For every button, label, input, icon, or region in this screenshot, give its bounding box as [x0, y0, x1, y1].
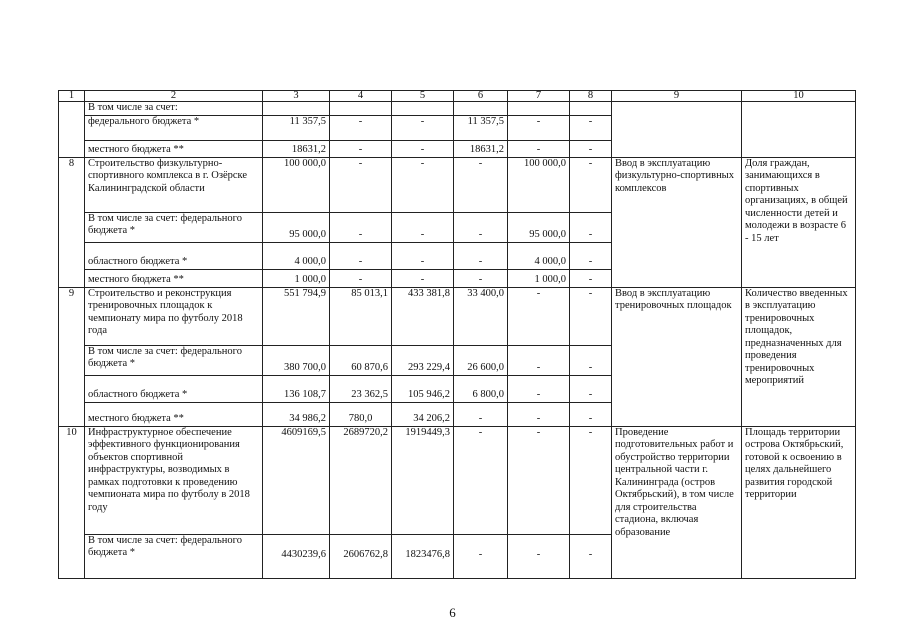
- value-cell: -: [454, 157, 508, 212]
- value-cell: -: [392, 212, 454, 242]
- value-cell: -: [570, 287, 612, 345]
- row-number: 8: [59, 157, 85, 287]
- value-cell: -: [330, 212, 392, 242]
- result-cell: Проведение подготовительных работ и обустройство территории центральной части г. Калининграда (остров Октябрьский), в том числе для строительства стадиона, включая образование: [612, 426, 742, 578]
- value-cell: -: [392, 140, 454, 157]
- row-description: местного бюджета **: [85, 140, 263, 157]
- value-cell: 433 381,8: [392, 287, 454, 345]
- header-cell: 6: [454, 91, 508, 102]
- row-number: 9: [59, 287, 85, 426]
- value-cell: 6 800,0: [454, 375, 508, 402]
- value-cell: 34 206,2: [392, 402, 454, 426]
- value-cell: -: [508, 140, 570, 157]
- value-cell: -: [508, 287, 570, 345]
- value-cell: 33 400,0: [454, 287, 508, 345]
- row-description: В том числе за счет: федерального бюджета *: [85, 212, 263, 242]
- page-number: 6: [449, 605, 456, 620]
- value-cell: 23 362,5: [330, 375, 392, 402]
- value-cell: -: [454, 212, 508, 242]
- value-cell: -: [570, 157, 612, 212]
- value-cell: -: [570, 402, 612, 426]
- value-cell: 380 700,0: [263, 345, 330, 375]
- value-cell: 1823476,8: [392, 534, 454, 578]
- value-cell: -: [508, 426, 570, 534]
- indicator-cell: [742, 102, 856, 158]
- value-cell: 4 000,0: [508, 242, 570, 269]
- row-description: В том числе за счет:: [85, 102, 263, 116]
- indicator-cell: Площадь территории острова Октябрьский, готовой к освоению в целях дальнейшего развития городской территории: [742, 426, 856, 578]
- header-cell: 10: [742, 91, 856, 102]
- header-cell: 5: [392, 91, 454, 102]
- value-cell: -: [392, 269, 454, 287]
- value-cell: 1 000,0: [263, 269, 330, 287]
- value-cell: -: [392, 115, 454, 140]
- value-cell: -: [570, 212, 612, 242]
- value-cell: 780,0: [330, 402, 392, 426]
- value-cell: 551 794,9: [263, 287, 330, 345]
- row-description: В том числе за счет: федерального бюджета *: [85, 534, 263, 578]
- value-cell: -: [570, 140, 612, 157]
- value-cell: 11 357,5: [263, 115, 330, 140]
- value-cell: -: [454, 534, 508, 578]
- value-cell: 2606762,8: [330, 534, 392, 578]
- row-description: Строительство физкультурно-спортивного комплекса в г. Озёрске Калининградской области: [85, 157, 263, 212]
- header-cell: 8: [570, 91, 612, 102]
- value-cell: -: [570, 534, 612, 578]
- value-cell: -: [454, 426, 508, 534]
- row-description: В том числе за счет: федерального бюджета *: [85, 345, 263, 375]
- value-cell: 34 986,2: [263, 402, 330, 426]
- header-cell: 3: [263, 91, 330, 102]
- header-cell: 2: [85, 91, 263, 102]
- result-cell: [612, 102, 742, 158]
- value-cell: -: [570, 242, 612, 269]
- value-cell: -: [508, 402, 570, 426]
- value-cell: 105 946,2: [392, 375, 454, 402]
- value-cell: 4430239,6: [263, 534, 330, 578]
- value-cell: 18631,2: [454, 140, 508, 157]
- budget-table: [58, 90, 856, 579]
- value-cell: 293 229,4: [392, 345, 454, 375]
- value-cell: 100 000,0: [508, 157, 570, 212]
- value-cell: -: [508, 534, 570, 578]
- result-cell: Ввод в эксплуатацию тренировочных площадок: [612, 287, 742, 426]
- row-number: [59, 102, 85, 158]
- row-description: областного бюджета *: [85, 242, 263, 269]
- value-cell: -: [330, 157, 392, 212]
- value-cell: -: [570, 269, 612, 287]
- value-cell: -: [330, 140, 392, 157]
- value-cell: 136 108,7: [263, 375, 330, 402]
- row-description: областного бюджета *: [85, 375, 263, 402]
- value-cell: -: [330, 115, 392, 140]
- value-cell: 100 000,0: [263, 157, 330, 212]
- value-cell: -: [392, 157, 454, 212]
- value-cell: 11 357,5: [454, 115, 508, 140]
- value-cell: 2689720,2: [330, 426, 392, 534]
- value-cell: -: [508, 345, 570, 375]
- header-cell: 1: [59, 91, 85, 102]
- value-cell: 18631,2: [263, 140, 330, 157]
- header-cell: 7: [508, 91, 570, 102]
- table-row: [59, 157, 856, 212]
- value-cell: -: [508, 375, 570, 402]
- value-cell: -: [570, 375, 612, 402]
- value-cell: 60 870,6: [330, 345, 392, 375]
- row-number: 10: [59, 426, 85, 578]
- indicator-cell: Доля граждан, занимающихся в спортивных организациях, в общей численности детей и молодежи в возрасте 6 - 15 лет: [742, 157, 856, 287]
- header-cell: 4: [330, 91, 392, 102]
- table-row: [59, 426, 856, 534]
- table-row: [59, 287, 856, 345]
- value-cell: -: [570, 115, 612, 140]
- value-cell: 95 000,0: [508, 212, 570, 242]
- value-cell: -: [570, 426, 612, 534]
- header-cell: 9: [612, 91, 742, 102]
- row-description: Строительство и реконструкция тренировочных площадок к чемпионату мира по футболу 2018 года: [85, 287, 263, 345]
- row-description: местного бюджета **: [85, 402, 263, 426]
- value-cell: 1919449,3: [392, 426, 454, 534]
- row-description: местного бюджета **: [85, 269, 263, 287]
- row-description: федерального бюджета *: [85, 115, 263, 140]
- row-description: Инфраструктурное обеспечение эффективного функционирования объектов спортивной инфраструктуры, возводимых в рамках подготовки к проведению чемпионата мира по футболу в 2018 году: [85, 426, 263, 534]
- indicator-cell: Количество введенных в эксплуатацию тренировочных площадок, предназначенных для проведения тренировочных мероприятий: [742, 287, 856, 426]
- value-cell: 1 000,0: [508, 269, 570, 287]
- value-cell: 95 000,0: [263, 212, 330, 242]
- value-cell: 85 013,1: [330, 287, 392, 345]
- value-cell: -: [454, 242, 508, 269]
- value-cell: -: [330, 242, 392, 269]
- result-cell: Ввод в эксплуатацию физкультурно-спортивных комплексов: [612, 157, 742, 287]
- value-cell: -: [454, 269, 508, 287]
- value-cell: -: [454, 402, 508, 426]
- value-cell: 4 000,0: [263, 242, 330, 269]
- value-cell: -: [508, 115, 570, 140]
- value-cell: -: [392, 242, 454, 269]
- table-row: [59, 102, 856, 116]
- value-cell: -: [330, 269, 392, 287]
- value-cell: 4609169,5: [263, 426, 330, 534]
- value-cell: 26 600,0: [454, 345, 508, 375]
- value-cell: -: [570, 345, 612, 375]
- header-row: [59, 91, 856, 102]
